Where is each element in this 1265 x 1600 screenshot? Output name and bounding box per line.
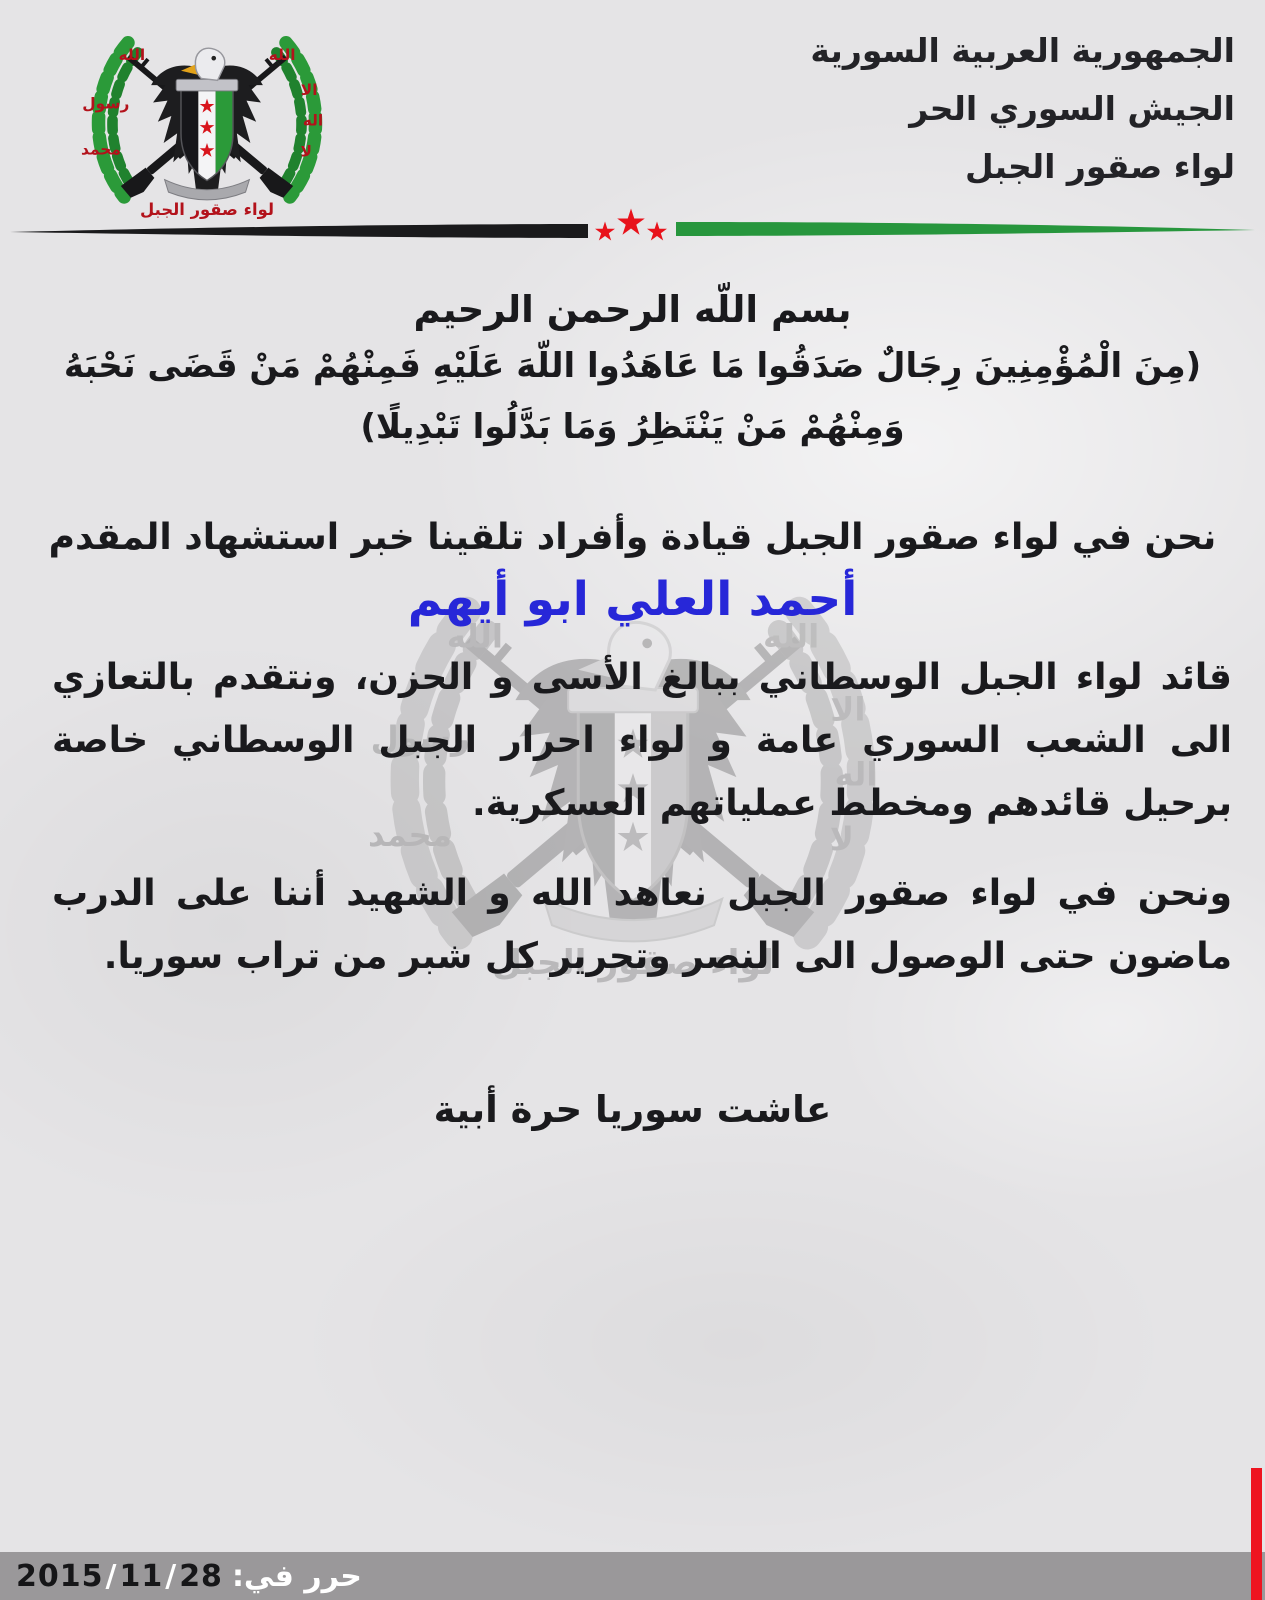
header-fsa: الجيش السوري الحر [909, 89, 1235, 128]
star-icon [595, 222, 615, 241]
divider-black-bar [10, 224, 588, 238]
condolence-paragraph: قائد لواء الجبل الوسطاني ببالغ الأسى و الحزن، ونتقدم بالتعازي الى الشعب السوري عامة و لواء احرار الجبل الوسطاني خاصة برحيل قائدهم ومخطط عملياتهم العسكرية. [52, 657, 1232, 824]
date-separator: / [165, 1558, 178, 1594]
pledge-paragraph: ونحن في لواء صقور الجبل نعاهد الله و الشهيد أننا على الدرب ماضون حتى الوصول الى النصر وتحرير كل شبر من تراب سوريا. [52, 873, 1232, 977]
emblem-word-la: لا [300, 142, 312, 161]
closing-slogan: عاشت سوريا حرة أبية [433, 1088, 832, 1131]
letterhead [810, 22, 1235, 196]
intro-line: نحن في لواء صقور الجبل قيادة وأفراد تلقينا خبر استشهاد المقدم [48, 517, 1217, 558]
date-year: 2015 [16, 1558, 104, 1594]
date-day: 28 [179, 1558, 223, 1594]
emblem-word-muhammad: محمد [81, 140, 121, 159]
edge-red-stripe [1251, 1468, 1262, 1600]
issued-date [16, 1559, 223, 1594]
emblem-word-allah-right: الله [268, 46, 296, 65]
basmala-text: بسم اللّه الرحمن الرحيم [413, 288, 852, 331]
emblem-word-rasul: رسول [82, 94, 130, 113]
emblem-word-illa: الا [300, 80, 318, 99]
flag-divider [0, 202, 1265, 252]
emblem-banner-text: لواء صقور الجبل [140, 200, 274, 220]
martyr-name: أحمد العلي ابو أيهم [407, 572, 858, 627]
star-icon [647, 222, 667, 241]
date-separator: / [105, 1558, 118, 1594]
date-month: 11 [119, 1558, 164, 1594]
header-brigade: لواء صقور الجبل [965, 147, 1235, 186]
header-republic: الجمهورية العربية السورية [810, 31, 1235, 70]
flag-shield-icon [176, 71, 238, 184]
divider-green-bar [676, 222, 1255, 236]
quran-verse: (مِنَ الْمُؤْمِنِينَ رِجَالٌ صَدَقُوا مَا عَاهَدُوا اللّهَ عَلَيْهِ فَمِنْهُمْ مَنْ قَضَى نَحْبَهُ وَمِنْهُمْ مَنْ يَنْتَظِرُ وَمَا بَدَّلُوا تَبْدِيلًا) [63, 346, 1202, 447]
emblem-word-ilah: اله [302, 111, 324, 130]
star-icon [617, 209, 645, 235]
issued-label: حرر في: [231, 1558, 362, 1594]
footer-bar [0, 1552, 1265, 1600]
emblem-word-allah-left: الله [118, 46, 146, 65]
brigade-emblem [72, 10, 342, 222]
